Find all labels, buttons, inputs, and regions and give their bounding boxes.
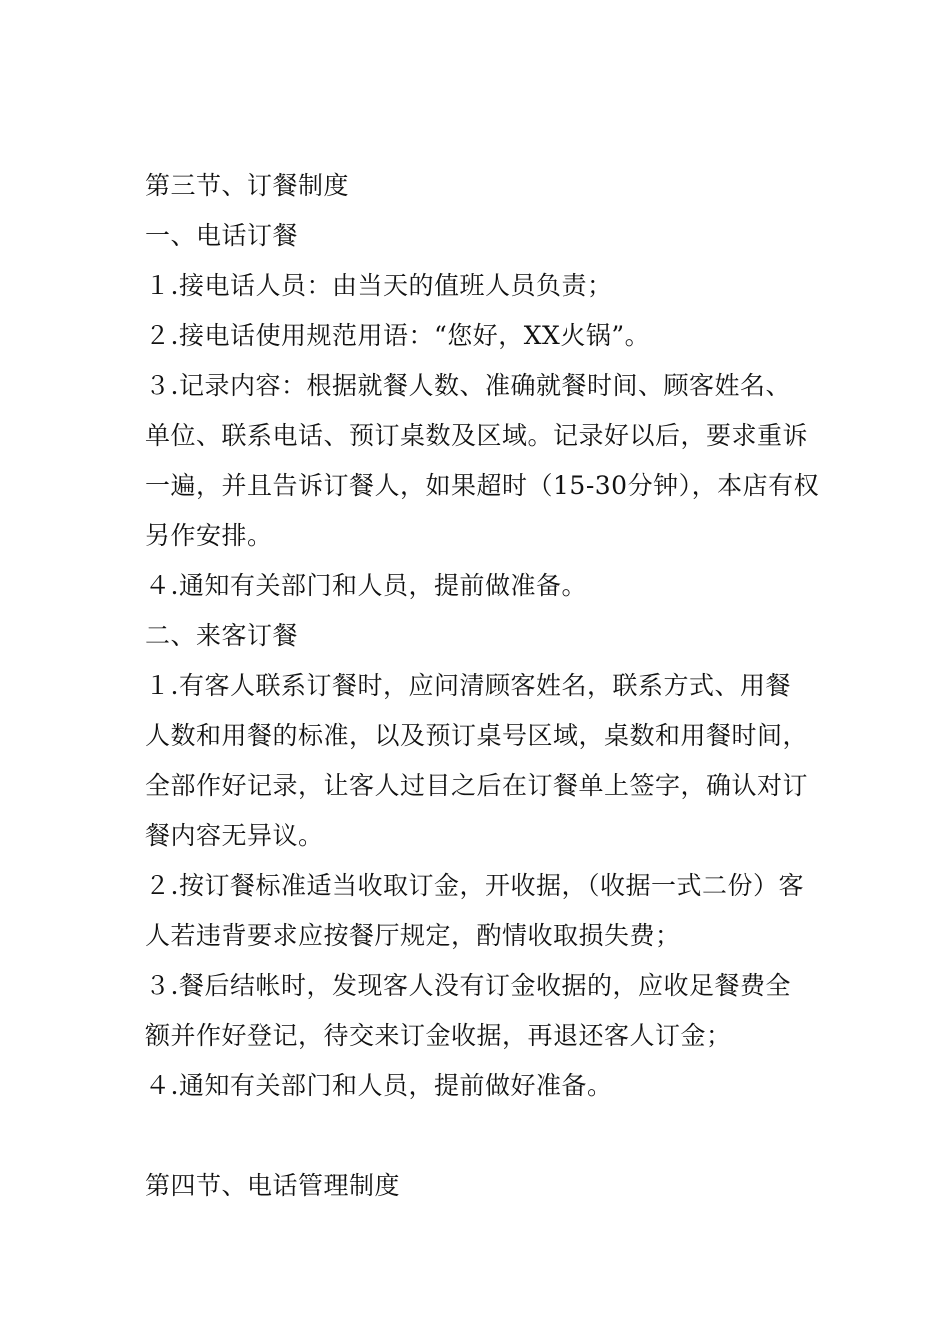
walk-in-ordering-item-1-line-3: 全部作好记录，让客人过目之后在订餐单上签字，确认对订 [145, 771, 809, 800]
phone-ordering-item-4: ４.通知有关部门和人员，提前做准备。 [145, 571, 587, 600]
section-3-title: 第三节、订餐制度 [145, 171, 350, 200]
walk-in-ordering-heading: 二、来客订餐 [145, 621, 299, 650]
walk-in-ordering-item-1-line-4: 餐内容无异议。 [145, 821, 324, 850]
phone-ordering-heading: 一、电话订餐 [145, 221, 299, 250]
phone-ordering-item-1: １.接电话人员：由当天的值班人员负责； [145, 271, 613, 300]
walk-in-ordering-item-1-line-1: １.有客人联系订餐时，应问清顾客姓名，联系方式、用餐 [145, 671, 791, 700]
phone-ordering-item-3-line-2: 单位、联系电话、预订桌数及区域。记录好以后，要求重诉 [145, 421, 809, 450]
walk-in-ordering-item-4: ４.通知有关部门和人员，提前做好准备。 [145, 1071, 613, 1100]
walk-in-ordering-item-3-line-2: 额并作好登记，待交来订金收据，再退还客人订金； [145, 1021, 732, 1050]
walk-in-ordering-item-2-line-2: 人若违背要求应按餐厅规定，酌情收取损失费； [145, 921, 681, 950]
phone-ordering-item-3-line-3: 一遍，并且告诉订餐人，如果超时（15-30分钟），本店有权 [145, 471, 820, 500]
section-4-title: 第四节、电话管理制度 [145, 1171, 401, 1200]
phone-ordering-item-3-line-1: ３.记录内容：根据就餐人数、准确就餐时间、顾客姓名、 [145, 371, 791, 400]
phone-ordering-item-3-line-4: 另作安排。 [145, 521, 273, 550]
walk-in-ordering-item-3-line-1: ３.餐后结帐时，发现客人没有订金收据的，应收足餐费全 [145, 971, 791, 1000]
walk-in-ordering-item-2-line-1: ２.按订餐标准适当收取订金，开收据，（收据一式二份）客 [145, 871, 804, 900]
phone-ordering-item-2: ２.接电话使用规范用语：“您好，XX火锅”。 [145, 321, 651, 350]
walk-in-ordering-item-1-line-2: 人数和用餐的标准，以及预订桌号区域，桌数和用餐时间， [145, 721, 809, 750]
